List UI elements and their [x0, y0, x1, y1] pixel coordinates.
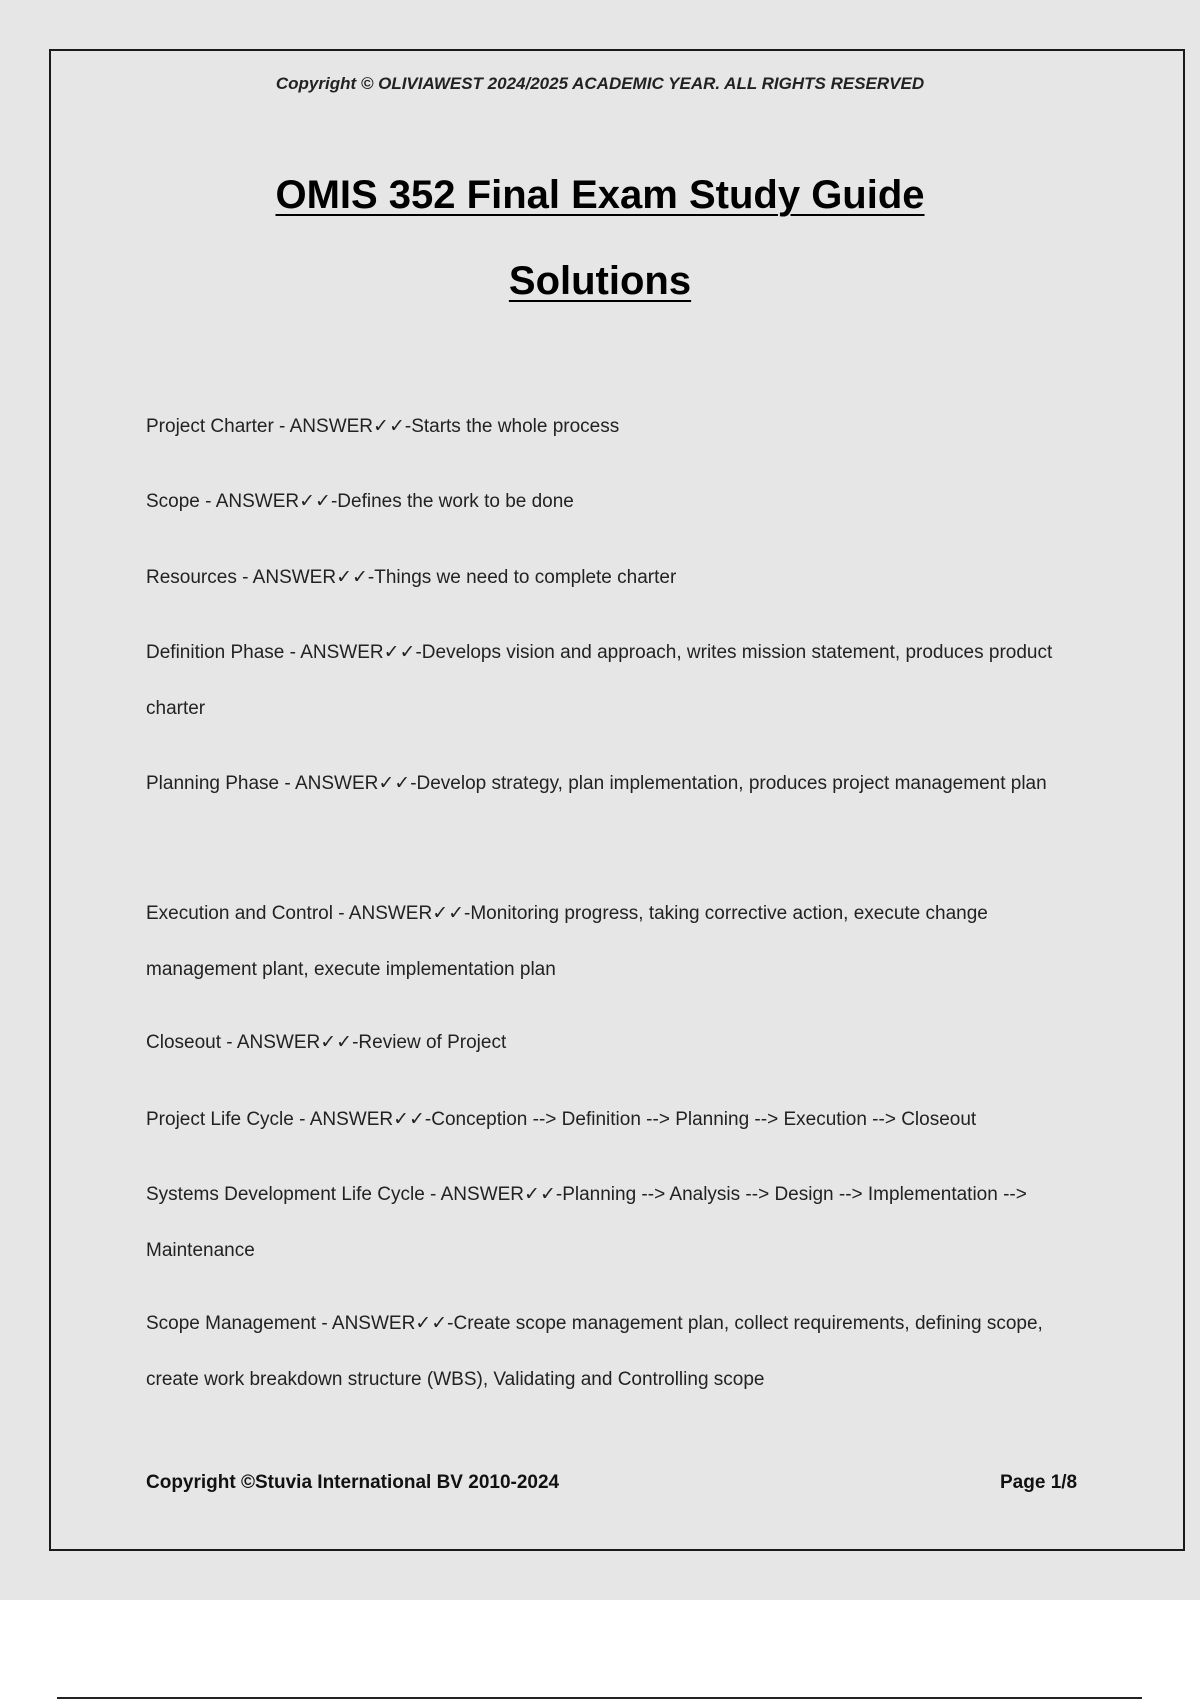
answer-label: ANSWER✓✓ -	[216, 491, 338, 512]
qa-answer: Things we need to complete charter	[374, 567, 677, 588]
qa-answer: Monitoring progress, taking corrective action, execute change management plant, execute implementation plan	[146, 903, 988, 980]
qa-entry	[146, 1015, 1066, 1071]
qa-entry	[146, 550, 1066, 606]
document-title	[0, 173, 1200, 218]
qa-entry	[146, 886, 1066, 998]
qa-term: Resources -	[146, 567, 253, 588]
answer-label: ANSWER✓✓ -	[349, 903, 471, 924]
answer-label: ANSWER✓✓ -	[295, 773, 417, 794]
qa-entry	[146, 1296, 1066, 1408]
page-number: Page 1/8	[1000, 1472, 1078, 1493]
title-line-1: OMIS 352 Final Exam Study Guide	[275, 173, 925, 217]
qa-entry	[146, 625, 1066, 737]
qa-answer: Conception --> Definition --> Planning --> Execution --> Closeout	[431, 1109, 977, 1130]
qa-entry	[146, 756, 1066, 812]
qa-term: Scope -	[146, 491, 216, 512]
divider	[57, 1697, 1142, 1699]
qa-answer: Develop strategy, plan implementation, produces project management plan	[416, 773, 1047, 794]
qa-entry	[146, 474, 1066, 530]
qa-answer: Planning --> Analysis --> Design --> Implementation --> Maintenance	[146, 1184, 1027, 1261]
qa-term: Project Charter -	[146, 416, 290, 437]
qa-term: Scope Management -	[146, 1313, 332, 1334]
document-title-continued	[0, 259, 1200, 304]
qa-term: Execution and Control -	[146, 903, 349, 924]
answer-label: ANSWER✓✓ -	[441, 1184, 563, 1205]
qa-term: Project Life Cycle -	[146, 1109, 310, 1130]
qa-answer: Review of Project	[358, 1032, 507, 1053]
title-line-2: Solutions	[508, 259, 692, 303]
answer-label: ANSWER✓✓ -	[332, 1313, 454, 1334]
answer-label: ANSWER✓✓ -	[237, 1032, 359, 1053]
answer-label: ANSWER✓✓ -	[300, 642, 422, 663]
qa-term: Systems Development Life Cycle -	[146, 1184, 441, 1205]
qa-term: Planning Phase -	[146, 773, 295, 794]
qa-term: Definition Phase -	[146, 642, 300, 663]
answer-label: ANSWER✓✓ -	[290, 416, 412, 437]
qa-entry	[146, 399, 1066, 455]
header-copyright: Copyright © OLIVIAWEST 2024/2025 ACADEMIC YEAR. ALL RIGHTS RESERVED	[275, 74, 925, 93]
qa-answer: Defines the work to be done	[337, 491, 574, 512]
answer-label: ANSWER✓✓ -	[310, 1109, 432, 1130]
footer-copyright: Copyright ©Stuvia International BV 2010-2024	[146, 1472, 560, 1493]
qa-answer: Create scope management plan, collect requirements, defining scope, create work breakdown structure (WBS), Validating and Controlling scope	[146, 1313, 1043, 1390]
qa-answer: Develops vision and approach, writes mission statement, produces product charter	[146, 642, 1053, 719]
qa-term: Closeout -	[146, 1032, 237, 1053]
qa-entry	[146, 1167, 1066, 1279]
qa-entry	[146, 1092, 1066, 1148]
qa-answer: Starts the whole process	[411, 416, 620, 437]
answer-label: ANSWER✓✓ -	[253, 567, 375, 588]
